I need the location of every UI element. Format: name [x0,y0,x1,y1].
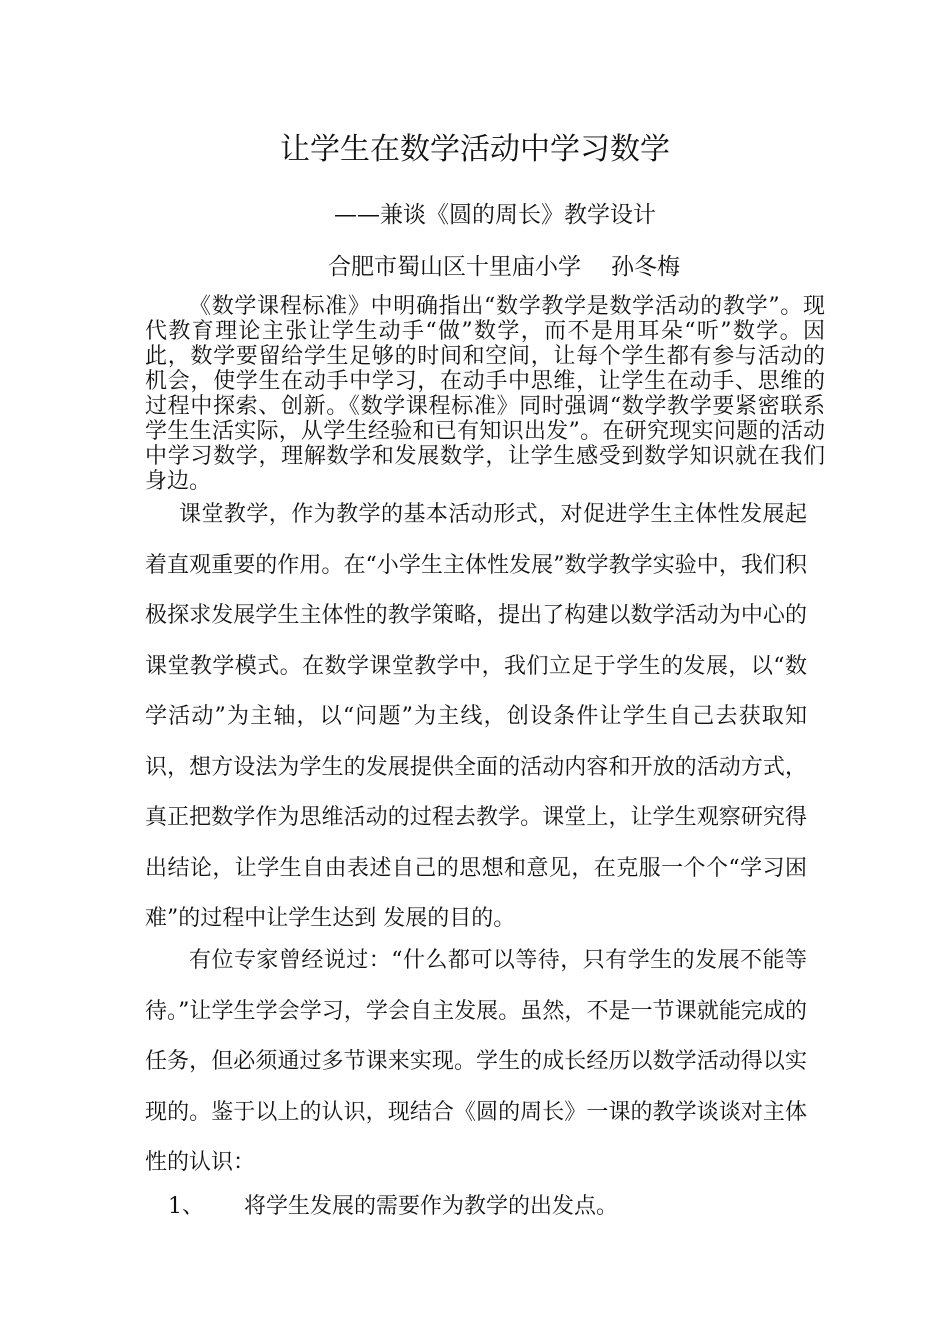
author-school: 合肥市蜀山区十里庙小学 [328,254,581,280]
paragraph-2: 课堂教学，作为教学的基本活动形式，对促进学生主体性发展起着直观重要的作用。在“小学生主体性发展”数学教学实验中，我们积极探求发展学生主体性的教学策略，提出了构建以数学活动为中心的课堂教学模式。在数学课堂教学中，我们立足于学生的发展，以“数学活动”为主轴，以“问题”为主线，创设条件让学生自己去获取知识，想方设法为学生的发展提供全面的活动内容和开放的活动方式，真正把数学作为思维活动的过程去教学。课堂上，让学生观察研究得出结论，让学生自由表述自己的思想和意见，在克服一个个“学习困难”的过程中让学生达到 发展的目的。 [145,502,807,931]
paragraph-1: 《数学课程标准》中明确指出“数学教学是数学活动的教学”。现代教育理论主张让学生动手“做”数学，而不是用耳朵“听”数学。因此，数学要留给学生足够的时间和空间，让每个学生都有参与活动的机会，使学生在动手中学习，在动手中思维，让学生在动手、思维的过程中探索、创新。《数学课程标准》同时强调“数学教学要紧密联系学生生活实际，从学生经验和已有知识出发”。在研究现实问题的活动中学习数学，理解数学和发展数学，让学生感受到数学知识就在我们身边。 [145,294,825,494]
list-item-number: 1、 [168,1194,204,1219]
document-subtitle: ——兼谈《圆的周长》教学设计 [334,202,656,228]
list-item-text: 将学生发展的需要作为教学的出发点。 [244,1194,619,1219]
paragraph-3: 有位专家曾经说过：“什么都可以等待，只有学生的发展不能等待。”让学生学会学习，学会自主发展。虽然，不是一节课就能完成的任务，但必须通过多节课来实现。学生的成长经历以数学活动得以实现的。鉴于以上的认识，现结合《圆的周长》一课的教学谈谈对主体性的认识： [145,948,807,1175]
document-title: 让学生在数学活动中学习数学 [280,132,670,167]
list-item [168,1191,618,1223]
author-name: 孙冬梅 [611,254,680,280]
author-line [328,251,680,283]
